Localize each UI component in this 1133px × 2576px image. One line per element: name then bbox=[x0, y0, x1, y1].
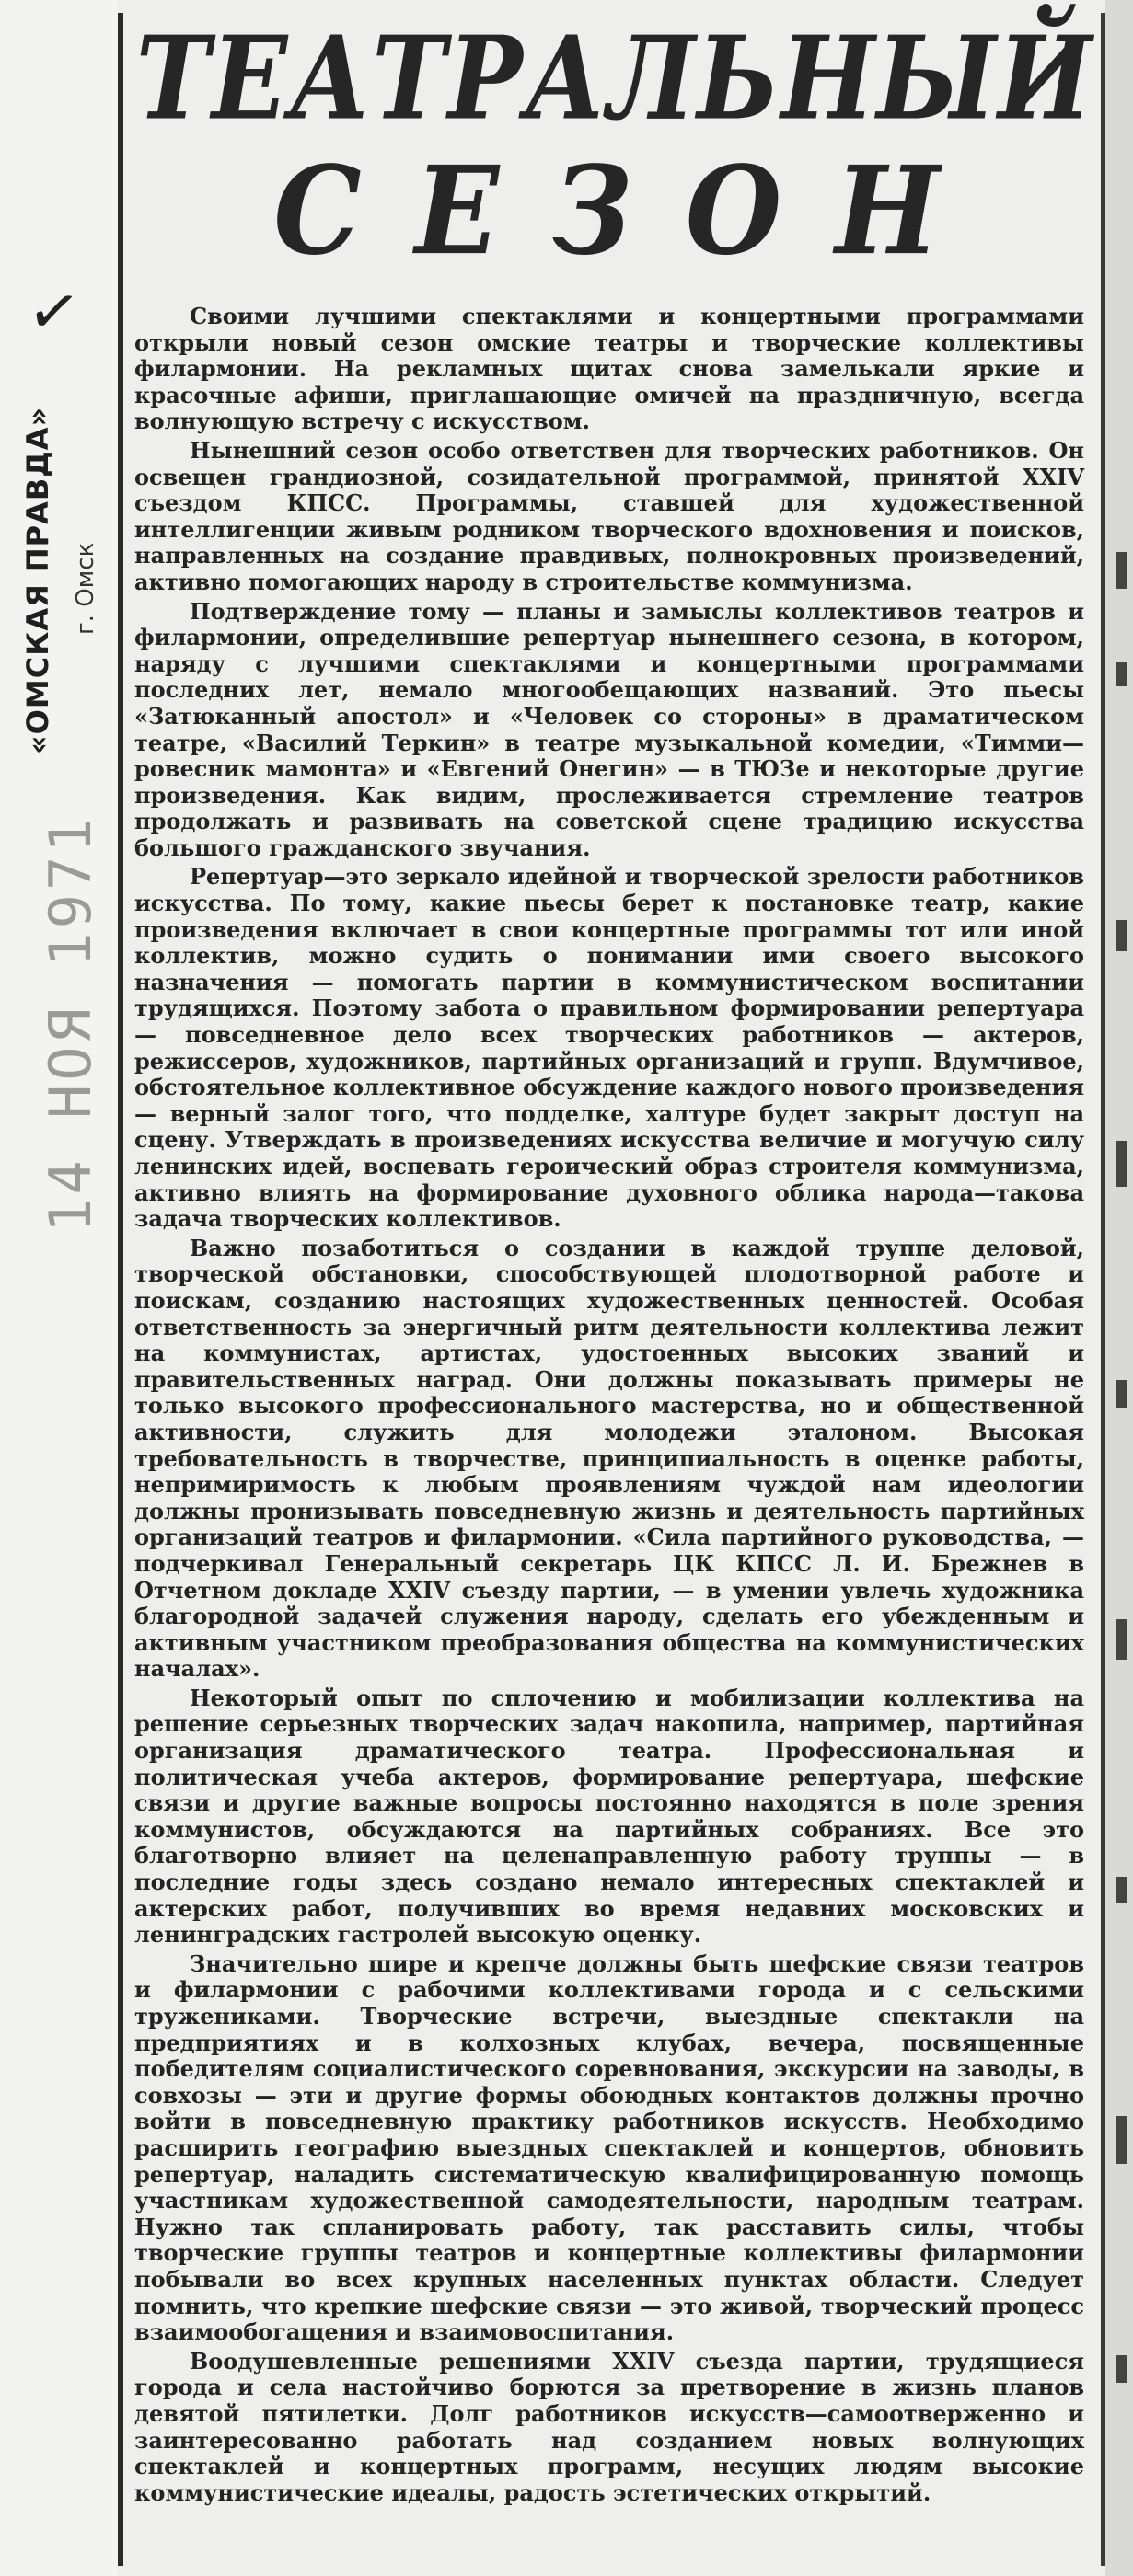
article-paragraph: Своими лучшими спектаклями и концертными программами открыли новый сезон омские театры и творческие коллективы филармонии. На рекламных щитах снова замелькали яркие и красочные афиши, приглашающие омичей на праздничную, всегда волнующую встречу с искусством. bbox=[134, 303, 1084, 435]
article-paragraph: Нынешний сезон особо ответствен для творческих работников. Он освещен грандиозной, созидательной программой, принятой XXIV съездом КПСС. Программы, ставшей для художественной интеллигенции живым родником творческого вдохновения и поисков, направленных на создание правдивых, полнокровных произведений, активно помогающих народу в строительстве коммунизма. bbox=[134, 436, 1084, 595]
right-edge-strip bbox=[1105, 0, 1133, 2576]
headline-line-2: СЕЗОН bbox=[273, 139, 993, 282]
article-paragraph: Некоторый опыт по сплочению и мобилизации коллектива на решение серьезных творческих задач накопила, например, партийная организация драматического театра. Профессиональная и политическая учеба актеров, формирование репертуара, шефские связи и другие важные вопросы постоянно находятся в поле зрения коммунистов, обсуждаются на партийных собраниях. Все это благотворно влияет на целенаправленную работу труппы — в последние годы здесь создано немало интересных спектаклей и актерских работ, получивших во время недавних московских и ленинградских гастролей высокую оценку. bbox=[134, 1684, 1084, 1949]
headline-line-1: ТЕАТРАЛЬНЫЙ bbox=[135, 12, 1094, 146]
article-body bbox=[134, 304, 1084, 2509]
date-stamp: 14 НОЯ 1971 bbox=[37, 814, 104, 1233]
article-paragraph: Репертуар—это зеркало идейной и творческой зрелости работников искусства. По тому, какие пьесы берет к постановке театр, какие произведения включает в свои концертные программы тот или иной коллектив, можно судить о понимании ими своего высокого назначения — помогать партии в коммунистическом воспитании трудящихся. Поэтому забота о правильном формировании репертуара — повседневное дело всех творческих работников — актеров, режиссеров, художников, партийных организаций и групп. Вдумчивое, обстоятельное коллективное обсуждение каждого нового произведения — верный залог того, что подделке, халтуре будет закрыт доступ на сцену. Утверждать в произведениях искусства величие и могучую силу ленинских идей, воспевать героический образ строителя коммунизма, активно влиять на формирование духовного облика народа—такова задача творческих коллективов. bbox=[134, 863, 1084, 1233]
check-mark-icon: ✓ bbox=[22, 272, 86, 352]
headline bbox=[129, 12, 1101, 282]
article-paragraph: Важно позаботиться о создании в каждой труппе деловой, творческой обстановки, способствующей плодотворной работе и поискам, созданию настоящих художественных ценностей. Особая ответственность за энергичный ритм деятельности коллектива лежит на коммунистах, артистах, удостоенных высоких званий и правительственных наград. Они должны показывать примеры не только высокого профессионального мастерства, но и общественной активности, служить для молодежи эталоном. Высокая требовательность в творчестве, принципиальность в оценке работы, непримиримость к любым проявлениям чуждой нам идеологии должны пронизывать повседневную жизнь и деятельность партийных организаций театров и филармонии. «Сила партийного руководства, — подчеркивал Генеральный секретарь ЦК КПСС Л. И. Брежнев в Отчетном докладе XXIV съезду партии, — в умении увлечь художника благородной задачей служения народу, сделать его убежденным и активным участником преобразования общества на коммунистических началах». bbox=[134, 1234, 1084, 1683]
city-label: г. Омск bbox=[72, 542, 99, 635]
left-margin bbox=[0, 0, 118, 2576]
article-paragraph: Значительно шире и крепче должны быть шефские связи театров и филармонии с рабочими коллективами города и с сельскими тружениками. Творческие встречи, выездные спектакли на предприятиях и в колхозных клубах, вечера, посвященные победителям социалистического соревнования, экскурсии на заводы, в совхозы — эти и другие формы обоюдных контактов должны прочно войти в повседневную практику работников искусств. Необходимо расширить географию выездных спектаклей и концертов, обновить репертуар, наладить систематическую квалифицированную помощь участникам художественной самодеятельности, народным театрам. Нужно так спланировать работу, так расставить силы, чтобы творческие группы театров и концертные коллективы филармонии побывали во всех крупных населенных пунктах области. Следует помнить, что крепкие шефские связи — это живой, творческий процесс взаимообогащения и взаимовоспитания. bbox=[134, 1949, 1084, 2346]
article-paragraph: Воодушевленные решениями XXIV съезда партии, трудящиеся города и села настойчиво борются за претворение в жизнь планов девятой пятилетки. Долг работников искусств—самоотверженно и заинтересованно работать над созданием новых волнующих спектаклей и концертных программ, несущих людям высокие коммунистические идеалы, радость эстетических открытий. bbox=[134, 2347, 1084, 2506]
article-paragraph: Подтверждение тому — планы и замыслы коллективов театров и филармонии, определившие репертуар нынешнего сезона, в котором, наряду с лучшими спектаклями и концертными программами последних лет, немало многообещающих названий. Это пьесы «Затюканный апостол» и «Человек со стороны» в драматическом театре, «Василий Теркин» в театре музыкальной комедии, «Тимми—ровесник мамонта» и «Евгений Онегин» — в ТЮЗе и некоторые другие произведения. Как видим, прослеживается стремление театров продолжать и развивать на советской сцене традицию искусства большого гражданского звучания. bbox=[134, 597, 1084, 861]
left-column-rule bbox=[118, 13, 123, 2566]
source-label: «ОМСКАЯ ПРАВДА» bbox=[20, 406, 55, 754]
